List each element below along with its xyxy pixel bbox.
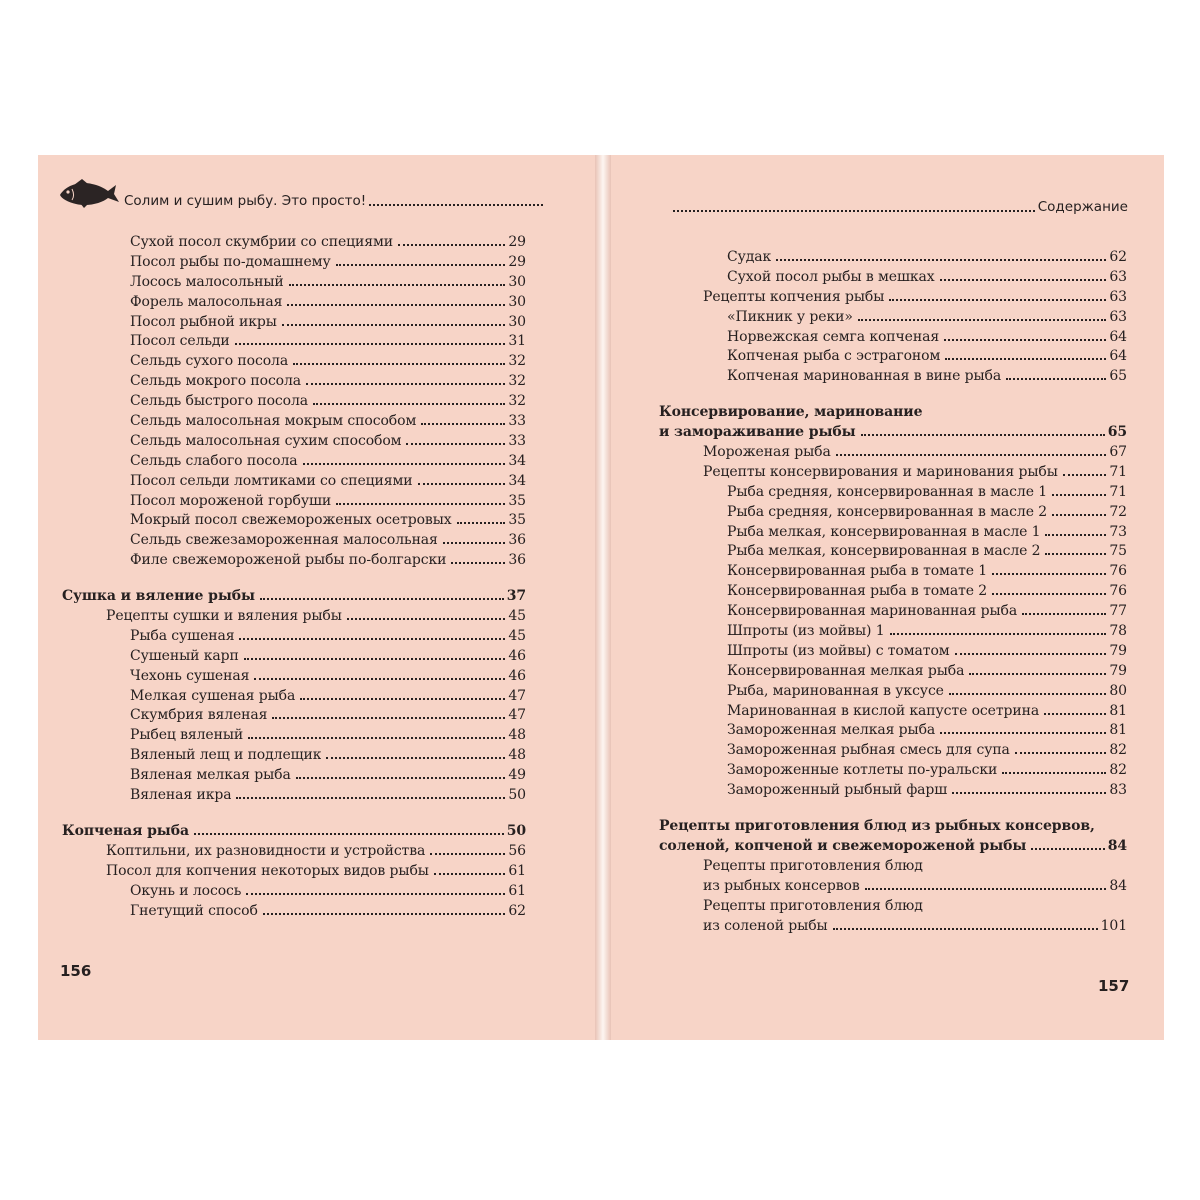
dot-leader: [992, 593, 1106, 595]
dot-leader: [955, 653, 1107, 655]
header-dot-leader: [369, 204, 543, 206]
dot-leader: [239, 638, 505, 640]
dot-leader: [430, 853, 505, 855]
toc-entry: [659, 523, 1127, 543]
toc-entry-title: Рецепты приготовления блюд: [703, 857, 923, 874]
dot-leader: [398, 244, 505, 246]
toc-entry-title: Консервированная маринованная рыба: [727, 603, 1018, 620]
toc-entry-page: 35: [508, 492, 526, 509]
toc-chapter-entry: [659, 423, 1127, 443]
toc-entry-title: Лосось малосольный: [130, 273, 284, 290]
toc-entry-title: Рыба, маринованная в уксусе: [727, 682, 944, 699]
toc-entry: [62, 647, 526, 667]
toc-entry: [62, 392, 526, 412]
toc-entry: [62, 293, 526, 313]
toc-entry-title: Вяленый лещ и подлещик: [130, 747, 322, 764]
header-dot-leader: [673, 210, 1035, 212]
toc-entry-title: Сушеный карп: [130, 647, 239, 664]
toc-entry: [659, 781, 1127, 801]
toc-entry: [62, 492, 526, 512]
dot-leader: [836, 454, 1107, 456]
dot-leader: [303, 463, 506, 465]
toc-entry: [62, 531, 526, 551]
toc-entry: [659, 483, 1127, 503]
toc-entry-page: 65: [1109, 368, 1127, 385]
toc-entry-title: Рецепты копчения рыбы: [703, 288, 885, 305]
toc-entry-title: Посол для копчения некоторых видов рыбы: [106, 862, 429, 879]
toc-entry-title: Сушка и вяление рыбы: [62, 588, 255, 605]
toc-entry-page: 32: [508, 373, 526, 390]
toc-entry-page: 73: [1109, 523, 1127, 540]
toc-entry-page: 79: [1109, 642, 1127, 659]
toc-entry: [62, 432, 526, 452]
toc-entry: [659, 702, 1127, 722]
page-number: 156: [60, 962, 92, 980]
running-header-right: [670, 199, 1128, 215]
toc-entry-page: 29: [508, 253, 526, 270]
toc-entry: [659, 857, 1127, 877]
left-page: [38, 155, 595, 1040]
toc-entry-page: 71: [1109, 483, 1127, 500]
dot-leader: [287, 304, 505, 306]
toc-entry-page: 64: [1109, 348, 1127, 365]
toc-spacer: [62, 571, 526, 587]
toc-entry: [659, 268, 1127, 288]
toc-entry-page: 63: [1109, 288, 1127, 305]
dot-leader: [236, 797, 505, 799]
toc-entry-page: 50: [508, 787, 526, 804]
toc-entry-title: Сельдь слабого посола: [130, 452, 298, 469]
dot-leader: [434, 873, 506, 875]
toc-entry-page: 36: [508, 532, 526, 549]
toc-entry-page: 46: [508, 647, 526, 664]
toc-entry: [62, 412, 526, 432]
running-header-left: [58, 177, 546, 209]
toc-entry-title: Посол сельди: [130, 333, 230, 350]
toc-entry: [62, 607, 526, 627]
toc-entry-page: 30: [508, 273, 526, 290]
toc-entry-page: 63: [1109, 308, 1127, 325]
toc-entry: [62, 253, 526, 273]
toc-entry-page: 61: [508, 862, 526, 879]
dot-leader: [1002, 772, 1106, 774]
toc-entry: [659, 308, 1127, 328]
dot-leader: [293, 363, 505, 365]
toc-entry-page: 29: [508, 234, 526, 250]
toc-entry-page: 30: [508, 313, 526, 330]
dot-leader: [861, 434, 1105, 436]
dot-leader: [451, 562, 505, 564]
toc-entry: [659, 622, 1127, 642]
dot-leader: [865, 888, 1107, 890]
toc-entry-page: 83: [1109, 782, 1127, 799]
toc-entry-title: Филе свежемороженой рыбы по-болгарски: [130, 552, 447, 569]
toc-entry: [659, 642, 1127, 662]
dot-leader: [858, 319, 1107, 321]
dot-leader: [244, 658, 506, 660]
toc-entry: [659, 761, 1127, 781]
toc-chapter-entry: [659, 837, 1127, 857]
toc-entry-page: 75: [1109, 543, 1127, 560]
dot-leader: [1031, 848, 1104, 850]
toc-entry-title: Посол сельди ломтиками со специями: [130, 472, 413, 489]
toc-entry-page: 47: [508, 707, 526, 724]
toc-entry-title: Окунь и лосось: [130, 882, 242, 899]
toc-entry-title: и замораживание рыбы: [659, 424, 856, 441]
toc-entry-page: 30: [508, 293, 526, 310]
toc-entry: [659, 367, 1127, 387]
toc-entry: [659, 562, 1127, 582]
toc-entry-title: Рыба мелкая, консервированная в масле 2: [727, 543, 1041, 560]
toc-entry-title: Вяленая мелкая рыба: [130, 767, 291, 784]
dot-leader: [969, 673, 1106, 675]
header-title: Содержание: [1037, 199, 1128, 215]
toc-entry-title: Сельдь малосольная мокрым способом: [130, 413, 417, 430]
toc-entry-page: 49: [508, 767, 526, 784]
toc-entry: [62, 372, 526, 392]
dot-leader: [1015, 752, 1107, 754]
toc-entry-title: Вяленая икра: [130, 787, 232, 804]
toc-entry-title: Посол рыбной икры: [130, 313, 277, 330]
header-title: Солим и сушим рыбу. Это просто!: [124, 193, 367, 209]
page-number: 157: [1098, 977, 1130, 995]
toc-entry-title: Рыбец вяленый: [130, 727, 244, 744]
toc-entry: [659, 897, 1127, 917]
toc-entry-title: Рыба средняя, консервированная в масле 1: [727, 483, 1048, 500]
dot-leader: [336, 503, 505, 505]
toc-entry-title: Мороженая рыба: [703, 444, 831, 461]
toc-list-right: [659, 248, 1127, 936]
book-gutter: [595, 155, 611, 1040]
toc-entry-page: 81: [1109, 702, 1127, 719]
dot-leader: [940, 732, 1106, 734]
toc-entry: [659, 582, 1127, 602]
toc-entry-title: Скумбрия вяленая: [130, 707, 268, 724]
toc-entry-page: 33: [508, 432, 526, 449]
toc-entry-page: 76: [1109, 583, 1127, 600]
toc-entry-title: Сельдь сухого посола: [130, 353, 289, 370]
toc-entry-page: 77: [1109, 603, 1127, 620]
toc-entry: [62, 452, 526, 472]
toc-entry-page: 84: [1109, 877, 1127, 894]
dot-leader: [1052, 514, 1106, 516]
dot-leader: [1022, 613, 1106, 615]
toc-entry-title: Норвежская семга копченая: [727, 328, 940, 345]
toc-entry-page: 47: [508, 687, 526, 704]
toc-entry: [659, 662, 1127, 682]
toc-entry: [659, 288, 1127, 308]
toc-entry: [659, 917, 1127, 937]
toc-entry: [62, 706, 526, 726]
toc-entry-page: 45: [508, 608, 526, 625]
toc-entry-title: Замороженная рыбная смесь для супа: [727, 742, 1010, 759]
dot-leader: [940, 279, 1107, 281]
toc-entry: [659, 721, 1127, 741]
dot-leader: [1045, 553, 1106, 555]
toc-entry: [62, 667, 526, 687]
dot-leader: [443, 542, 506, 544]
toc-entry-title: Рыба мелкая, консервированная в масле 1: [727, 523, 1041, 540]
dot-leader: [347, 618, 506, 620]
toc-entry-page: 82: [1109, 762, 1127, 779]
dot-leader: [992, 573, 1106, 575]
toc-entry-title: Коптильни, их разновидности и устройства: [106, 842, 426, 859]
toc-entry: [62, 746, 526, 766]
toc-chapter-entry: [62, 822, 526, 842]
toc-entry: [62, 726, 526, 746]
toc-entry: [62, 352, 526, 372]
toc-entry-page: 81: [1109, 722, 1127, 739]
toc-entry-page: 35: [508, 512, 526, 529]
toc-entry-title: Замороженный рыбный фарш: [727, 782, 948, 799]
dot-leader: [418, 483, 506, 485]
toc-entry-title: Рецепты приготовления блюд из рыбных консервов,: [659, 818, 1095, 835]
toc-entry-page: 76: [1109, 563, 1127, 580]
dot-leader: [1044, 713, 1106, 715]
toc-entry-page: 50: [506, 822, 526, 839]
dot-leader: [313, 403, 505, 405]
toc-entry-page: 36: [508, 552, 526, 569]
dot-leader: [1052, 494, 1106, 496]
toc-entry: [659, 741, 1127, 761]
toc-entry-title: Консервирование, маринование: [659, 404, 923, 421]
toc-spacer: [659, 387, 1127, 403]
dot-leader: [949, 693, 1107, 695]
toc-entry-page: 67: [1109, 444, 1127, 461]
toc-entry-page: 46: [508, 667, 526, 684]
dot-leader: [282, 324, 506, 326]
toc-entry-title: Сельдь быстрого посола: [130, 393, 309, 410]
toc-entry: [659, 347, 1127, 367]
toc-entry: [62, 551, 526, 571]
toc-entry-title: Мелкая сушеная рыба: [130, 687, 296, 704]
toc-entry-title: Маринованная в кислой капусте осетрина: [727, 702, 1040, 719]
toc-entry-title: Консервированная рыба в томате 2: [727, 583, 988, 600]
dot-leader: [272, 717, 505, 719]
toc-entry: [62, 882, 526, 902]
toc-entry-page: 101: [1100, 917, 1127, 934]
toc-list-left: [62, 233, 526, 921]
toc-entry-page: 80: [1109, 682, 1127, 699]
toc-entry-title: Сельдь свежезамороженная малосольная: [130, 532, 438, 549]
dot-leader: [289, 284, 506, 286]
toc-entry-title: из рыбных консервов: [703, 877, 860, 894]
toc-entry-title: Рыба средняя, консервированная в масле 2: [727, 503, 1048, 520]
toc-entry-page: 79: [1109, 662, 1127, 679]
toc-entry-title: Посол мороженой горбуши: [130, 492, 332, 509]
toc-entry-page: 82: [1109, 742, 1127, 759]
toc-entry-page: 32: [508, 353, 526, 370]
dot-leader: [890, 633, 1107, 635]
toc-entry-page: 72: [1109, 503, 1127, 520]
dot-leader: [296, 777, 506, 779]
dot-leader: [945, 358, 1106, 360]
toc-entry-title: Копченая рыба: [62, 822, 189, 839]
toc-entry-page: 34: [508, 472, 526, 489]
toc-entry: [62, 862, 526, 882]
toc-entry-title: из соленой рыбы: [703, 917, 828, 934]
toc-entry-title: Судак: [727, 249, 772, 265]
toc-entry-page: 45: [508, 627, 526, 644]
toc-entry: [62, 273, 526, 293]
right-page: [611, 155, 1164, 1040]
toc-entry: [659, 443, 1127, 463]
toc-entry-page: 48: [508, 747, 526, 764]
toc-entry-title: Форель малосольная: [130, 293, 283, 310]
toc-entry-page: 32: [508, 393, 526, 410]
toc-entry: [62, 786, 526, 806]
toc-entry-title: Замороженная мелкая рыба: [727, 722, 936, 739]
toc-entry: [659, 602, 1127, 622]
toc-entry-title: Замороженные котлеты по-уральски: [727, 762, 998, 779]
dot-leader: [326, 757, 505, 759]
toc-entry: [62, 313, 526, 333]
toc-entry: [659, 463, 1127, 483]
dot-leader: [260, 598, 504, 600]
toc-spacer: [659, 801, 1127, 817]
toc-entry-page: 33: [508, 413, 526, 430]
dot-leader: [263, 913, 506, 915]
toc-entry-page: 61: [508, 882, 526, 899]
toc-entry-title: соленой, копченой и свежемороженой рыбы: [659, 837, 1027, 854]
toc-entry-title: Чехонь сушеная: [130, 667, 250, 684]
toc-entry: [62, 842, 526, 862]
dot-leader: [254, 678, 505, 680]
toc-entry: [62, 766, 526, 786]
toc-entry-title: Копченая маринованная в вине рыба: [727, 368, 1002, 385]
toc-entry-page: 56: [508, 842, 526, 859]
toc-entry-page: 37: [506, 588, 526, 605]
toc-chapter-entry: [62, 587, 526, 607]
toc-entry-page: 34: [508, 452, 526, 469]
dot-leader: [406, 443, 505, 445]
toc-entry: [659, 248, 1127, 268]
toc-entry-title: Шпроты (из мойвы) с томатом: [727, 642, 950, 659]
toc-entry-title: Рецепты приготовления блюд: [703, 897, 923, 914]
toc-entry: [62, 687, 526, 707]
fish-icon: [58, 177, 120, 209]
dot-leader: [235, 343, 506, 345]
dot-leader: [248, 737, 505, 739]
toc-entry-title: Консервированная рыба в томате 1: [727, 563, 988, 580]
dot-leader: [336, 264, 506, 266]
toc-entry-title: Гнетущий способ: [130, 902, 258, 919]
toc-chapter-entry: [659, 403, 1127, 423]
toc-entry-page: 31: [508, 333, 526, 350]
toc-entry-title: Копченая рыба с эстрагоном: [727, 348, 941, 365]
toc-entry: [62, 472, 526, 492]
toc-spacer: [62, 806, 526, 822]
toc-entry-page: 71: [1109, 463, 1127, 480]
toc-entry-title: Сельдь мокрого посола: [130, 373, 302, 390]
toc-entry-page: 78: [1109, 623, 1127, 640]
toc-entry-page: 84: [1107, 837, 1127, 854]
toc-entry-title: Консервированная мелкая рыба: [727, 662, 965, 679]
dot-leader: [300, 698, 505, 700]
toc-entry-page: 62: [1109, 249, 1127, 265]
toc-entry: [62, 627, 526, 647]
toc-entry-title: Сельдь малосольная сухим способом: [130, 432, 402, 449]
dot-leader: [833, 928, 1098, 930]
dot-leader: [1045, 534, 1106, 536]
dot-leader: [889, 299, 1106, 301]
toc-entry-title: Шпроты (из мойвы) 1: [727, 623, 885, 640]
toc-entry: [659, 542, 1127, 562]
toc-entry-title: «Пикник у реки»: [727, 308, 853, 325]
dot-leader: [194, 833, 504, 835]
toc-chapter-entry: [659, 817, 1127, 837]
toc-entry-title: Сухой посол рыбы в мешках: [727, 268, 935, 285]
toc-entry: [659, 503, 1127, 523]
dot-leader: [246, 893, 505, 895]
dot-leader: [457, 522, 506, 524]
toc-entry: [62, 511, 526, 531]
toc-entry-page: 64: [1109, 328, 1127, 345]
toc-entry-title: Сухой посол скумбрии со специями: [130, 234, 394, 250]
toc-entry: [659, 877, 1127, 897]
dot-leader: [944, 339, 1106, 341]
toc-entry: [62, 233, 526, 253]
toc-entry-title: Рецепты консервирования и маринования рыбы: [703, 463, 1058, 480]
toc-entry-title: Рецепты сушки и вяления рыбы: [106, 608, 342, 625]
toc-entry-title: Мокрый посол свежемороженых осетровых: [130, 512, 452, 529]
dot-leader: [306, 383, 505, 385]
toc-entry-title: Рыба сушеная: [130, 627, 235, 644]
dot-leader: [1006, 378, 1106, 380]
toc-entry: [659, 328, 1127, 348]
dot-leader: [776, 259, 1106, 261]
toc-entry-page: 63: [1109, 268, 1127, 285]
dot-leader: [421, 423, 505, 425]
toc-entry: [62, 902, 526, 922]
toc-entry: [659, 682, 1127, 702]
dot-leader: [1063, 474, 1107, 476]
toc-entry: [62, 332, 526, 352]
toc-entry-title: Посол рыбы по-домашнему: [130, 253, 331, 270]
dot-leader: [952, 792, 1106, 794]
toc-entry-page: 65: [1107, 424, 1127, 441]
toc-entry-page: 62: [508, 902, 526, 919]
toc-entry-page: 48: [508, 727, 526, 744]
